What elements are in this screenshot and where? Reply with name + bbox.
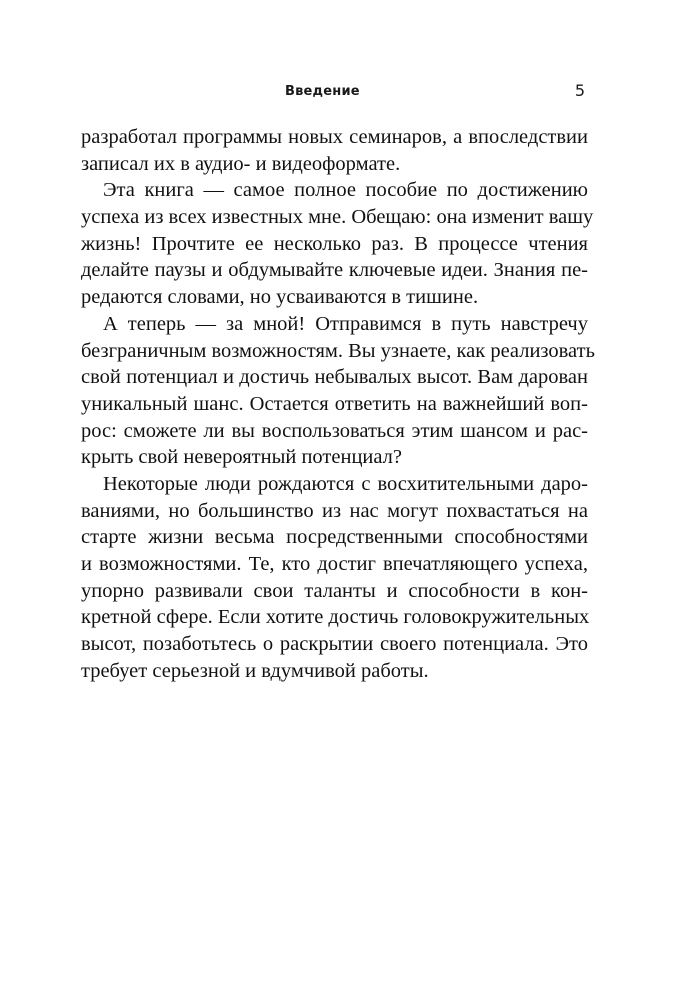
text-line: упорно развивали свои таланты и способности в кон- xyxy=(81,579,588,602)
text-line: безграничным возможностям. Вы узнаете, как реализовать xyxy=(81,339,595,362)
paragraph xyxy=(81,311,595,471)
text-line: успеха из всех известных мне. Обещаю: она изменит вашу xyxy=(81,206,594,229)
text-line: требует серьезной и вдумчивой работы. xyxy=(81,659,429,682)
paragraph xyxy=(81,471,588,685)
text-line: высот, позаботьтесь о раскрытии своего потенциала. Это xyxy=(81,633,588,656)
text-line: делайте паузы и обдумывайте ключевые идеи. Знания пе- xyxy=(81,259,588,282)
paragraph xyxy=(81,177,594,310)
text-line: А теперь — за мной! Отправимся в путь навстречу xyxy=(103,312,588,335)
body-text xyxy=(81,124,595,684)
text-line: жизнь! Прочтите ее несколько раз. В процессе чтения xyxy=(81,232,588,255)
page-number: 5 xyxy=(574,81,585,100)
text-line: разработал программы новых семинаров, а впоследствии xyxy=(81,126,588,148)
text-line: Некоторые люди рождаются с восхитительными даро- xyxy=(103,472,588,495)
section-title: Введение xyxy=(285,84,360,99)
text-line: и возможностями. Те, кто достиг впечатляющего успеха, xyxy=(81,553,588,575)
text-line: редаются словами, но усваиваются в тишине. xyxy=(81,286,479,309)
text-line: уникальный шанс. Остается ответить на важнейший воп- xyxy=(81,392,588,415)
running-header xyxy=(81,81,589,103)
text-line: ваниями, но большинство из нас могут похвастаться на xyxy=(81,499,588,522)
text-line: свой потенциал и достичь небывалых высот. Вам дарован xyxy=(81,366,588,389)
paragraph xyxy=(81,124,588,177)
text-line: Эта книга — самое полное пособие по достижению xyxy=(103,179,588,202)
text-line: кретной сфере. Если хотите достичь головокружительных xyxy=(81,606,590,629)
text-line: записал их в аудио- и видеоформате. xyxy=(81,152,401,175)
text-line: крыть свой невероятный потенциал? xyxy=(81,446,402,469)
text-line: старте жизни весьма посредственными способностями xyxy=(81,526,588,549)
text-line: рос: сможете ли вы воспользоваться этим шансом и рас- xyxy=(81,419,588,442)
